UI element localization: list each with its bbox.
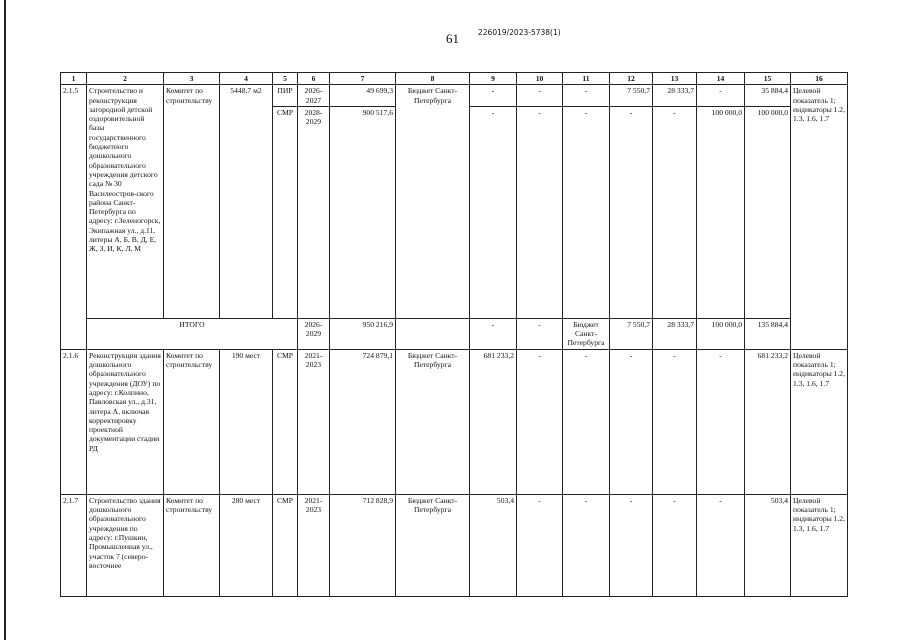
row-id: 2.1.7 [61,494,87,596]
value-col9: 681 233,2 [470,349,517,494]
row-id: 2.1.6 [61,349,87,494]
value-col15: 681 233,2 [745,349,791,494]
value-col15: 35 884,4 [745,85,791,107]
value-col14: 100 000,0 [697,106,745,318]
scan-edge-line [4,0,6,640]
value-col10: - [517,318,563,349]
value-col11: - [563,106,610,318]
column-number: 5 [273,73,298,85]
value-col11: - [563,494,610,596]
table-row [61,494,848,596]
value-col13: - [653,494,697,596]
estimated-cost: 712 828,9 [330,494,396,596]
column-number: 9 [470,73,517,85]
capacity: 190 мест [220,349,273,494]
row-id: 2.1.5 [61,85,87,349]
funding-source: Бюджет Санкт-Петербурга [396,349,470,494]
estimated-cost: 950 216,9 [330,318,396,349]
program-table [60,72,848,597]
column-number: 15 [745,73,791,85]
object-name: Реконструкция здания дошкольного образовательного учреждения (ДОУ) по адресу: г.Колпино, Павловская ул., д.31, литера А, включая корректировку проектной документации стадии РД [87,349,164,494]
value-col13: 28 333,7 [653,85,697,107]
value-col10: - [517,85,563,107]
period: 2026-2029 [298,318,330,349]
column-number: 6 [298,73,330,85]
value-col12: - [610,349,653,494]
value-col14: - [697,349,745,494]
period: 2026-2027 [298,85,330,107]
value-col11: - [563,349,610,494]
funding-source [396,318,470,349]
value-col9: - [470,85,517,107]
column-number: 11 [563,73,610,85]
work-type: ПИР [273,85,298,107]
column-number: 14 [697,73,745,85]
total-row [61,318,848,349]
program-table-sheet [60,72,848,597]
funding-source: Бюджет Санкт-Петербурга [396,85,470,319]
indicator: Целевой показатель 1; индикаторы 1.2, 1.3, 1.6, 1.7 [791,349,848,494]
value-col10: - [517,106,563,318]
estimated-cost: 900 517,6 [330,106,396,318]
column-number: 7 [330,73,396,85]
value-col15: 100 000,0 [745,106,791,318]
total-label: ИТОГО [87,318,298,349]
work-type: СМР [273,106,298,318]
document-id: 226019/2023-5738(1) [478,28,561,37]
value-col12: - [610,494,653,596]
period: 2028-2029 [298,106,330,318]
value-col15: 503,4 [745,494,791,596]
value-col10: - [517,494,563,596]
value-col11: - [563,85,610,107]
column-number: 3 [164,73,220,85]
capacity: 5448,7 м2 [220,85,273,319]
value-col12: 7 550,7 [610,318,653,349]
customer: Комитет по строительству [164,349,220,494]
value-col14: - [697,85,745,107]
column-number: 10 [517,73,563,85]
value-col11: Бюджет Санкт-Петербурга [563,318,610,349]
value-col9: - [470,318,517,349]
table-row [61,85,848,107]
value-col12: - [610,106,653,318]
column-number: 4 [220,73,273,85]
value-col12: 7 550,7 [610,85,653,107]
object-name: Строительство и реконструкция загородной детской оздоровительной базы государственного бюджетного дошкольного образовательного учреждения детского сада № 30 Василеостров-ского района Санкт-Петербурга по адресу: г.Зеленогорск, Экипажная ул., д.11, литеры А, Б, В, Д, Е, Ж, З, И, К, Л, М [87,85,164,319]
value-col14: 100 000,0 [697,318,745,349]
funding-source: Бюджет Санкт-Петербурга [396,494,470,596]
value-col13: - [653,349,697,494]
column-number: 8 [396,73,470,85]
period: 2021-2023 [298,494,330,596]
object-name: Строительство здания дошкольного образовательного учреждения по адресу: г.Пушкин, Промышленная ул., участок 7 (северо-восточнее [87,494,164,596]
work-type: СМР [273,494,298,596]
column-number: 12 [610,73,653,85]
column-number: 2 [87,73,164,85]
period: 2021-2023 [298,349,330,494]
estimated-cost: 49 699,3 [330,85,396,107]
work-type: СМР [273,349,298,494]
column-number: 16 [791,73,848,85]
page-number: 61 [446,31,459,46]
indicator: Целевой показатель 1; индикаторы 1.2, 1.3, 1.6, 1.7 [791,494,848,596]
value-col13: 28 333,7 [653,318,697,349]
indicator: Целевой показатель 1; индикаторы 1.2, 1.3, 1.6, 1.7 [791,85,848,349]
column-number: 1 [61,73,87,85]
column-number-row [61,73,848,85]
value-col10: - [517,349,563,494]
value-col9: - [470,106,517,318]
estimated-cost: 724 879,1 [330,349,396,494]
capacity: 280 мест [220,494,273,596]
customer: Комитет по строительству [164,494,220,596]
value-col15: 135 884,4 [745,318,791,349]
value-col13: - [653,106,697,318]
column-number: 13 [653,73,697,85]
table-row [61,349,848,494]
value-col14: - [697,494,745,596]
value-col9: 503,4 [470,494,517,596]
customer: Комитет по строительству [164,85,220,319]
